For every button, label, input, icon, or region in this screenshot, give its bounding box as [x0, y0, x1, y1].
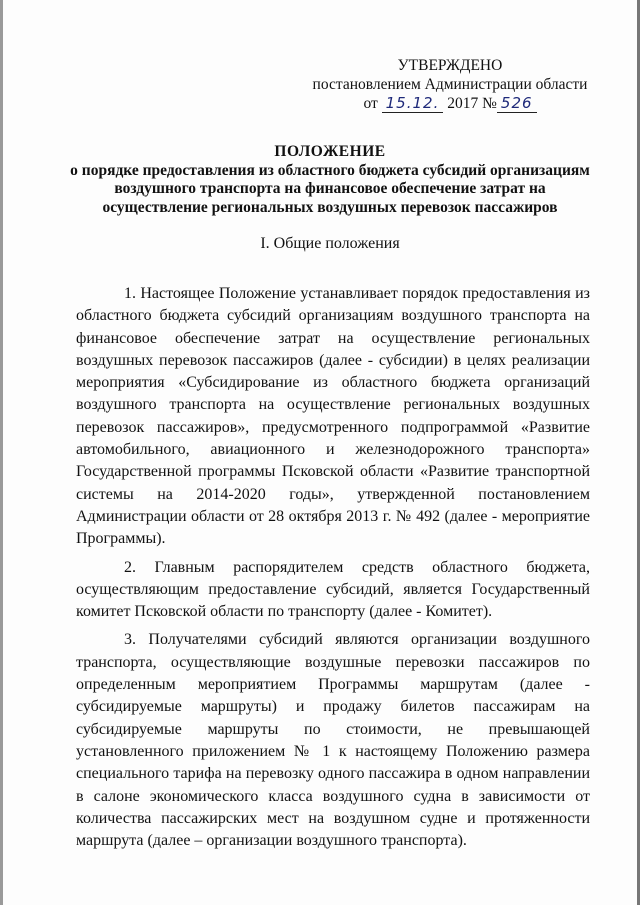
title-subtitle-line: о порядке предоставления из областного бюджета субсидий организациям	[70, 161, 590, 179]
number-prefix: №	[482, 95, 497, 112]
section-heading: I. Общие положения	[260, 235, 400, 252]
handwritten-number: 526	[497, 94, 537, 113]
paragraph-2: 2. Главным распорядителем средств областного бюджета, осуществляющим предоставление субсидий, является Государственный комитет Псковской области по транспорту (далее - Комитет).	[76, 558, 590, 621]
approval-year: 2017	[447, 95, 479, 112]
document-title	[60, 143, 600, 217]
document-body	[76, 283, 590, 858]
paragraph-3: 3. Получателями субсидий являются организации воздушного транспорта, осуществляющие воздушные перевозки пассажиров по определенным мероприятием Программы маршрутам (далее - субсидируемые маршруты) и продажу билетов пассажирам на субсидируемые маршруты по стоимости, не превышающей установленного приложением № 1 к настоящему Положению размера специального тарифа на перевозку одного пассажира в одном направлении в салоне экономического класса воздушного судна в зависимости от количества пассажирских мест на воздушном судне и протяженности маршрута (далее – организации воздушного транспорта).	[76, 631, 590, 850]
paragraph-1: 1. Настоящее Положение устанавливает порядок предоставления из областного бюджета субсидий организациям воздушного транспорта на финансовое обеспечение затрат на осуществление региональных воздушных перевозок пассажиров (далее - субсидии) в целях реализации мероприятия «Субсидирование из областного бюджета организаций воздушного транспорта на осуществление региональных воздушных перевозок пассажиров», предусмотренного подпрограммой «Развитие автомобильного, авиационного и железнодорожного транспорта» Государственной программы Псковской области «Развитие транспортной системы на 2014-2020 годы», утвержденной постановлением Администрации области от 28 октября 2013 г. № 492 (далее - мероприятие Программы).	[76, 285, 590, 548]
scan-edge-left	[0, 0, 3, 905]
title-heading: ПОЛОЖЕНИЕ	[274, 143, 386, 160]
title-subtitle-line: осуществление региональных воздушных перевозок пассажиров	[102, 198, 558, 216]
date-prefix: от	[363, 95, 378, 112]
approval-label: УТВЕРЖДЕНО	[397, 57, 503, 74]
approval-date-line	[300, 94, 600, 113]
approval-authority: постановлением Администрации области	[312, 76, 588, 93]
handwritten-date: 15.12.	[382, 94, 444, 113]
title-subtitle-line: воздушного транспорта на финансовое обеспечение затрат на	[114, 180, 546, 197]
approval-block	[300, 56, 600, 113]
